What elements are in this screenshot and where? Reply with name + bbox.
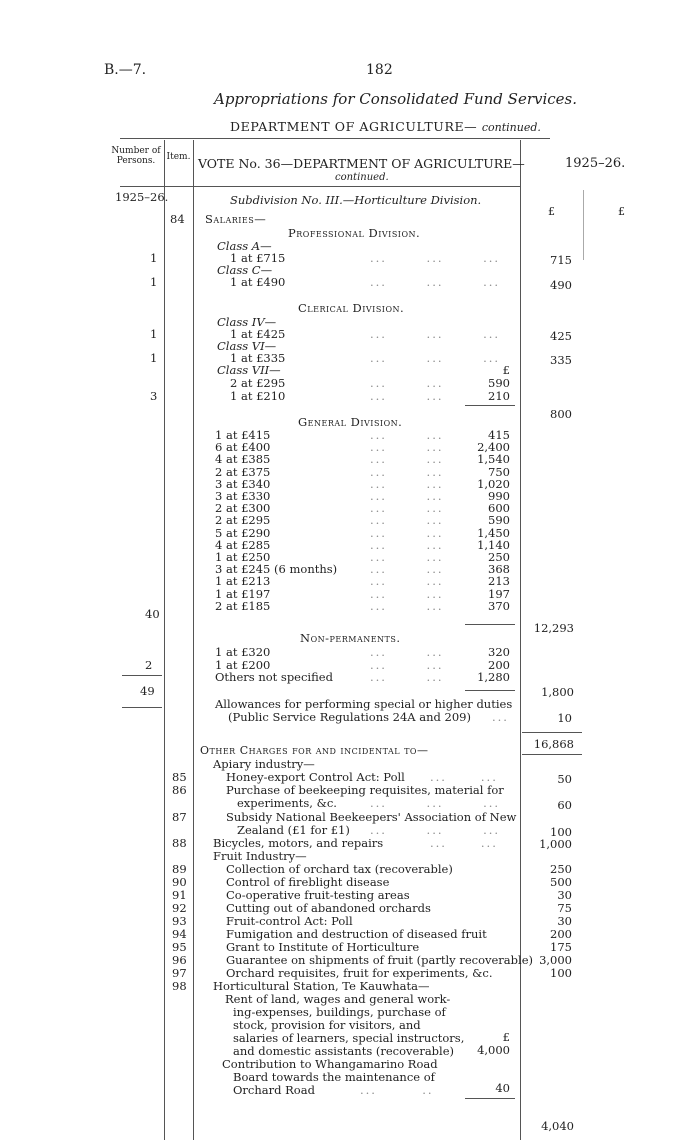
description-line: stock, provision for visitors, and [233,1018,421,1032]
item-number: 91 [172,888,187,902]
salaries-heading: Salaries— [205,212,267,226]
leader-dots: ... ... [370,389,444,403]
leader-dots: ... ... ... [370,351,501,365]
leader-dots: ... ... [370,525,444,540]
salary-line: 2 at £295 [215,513,271,528]
total-rule [522,754,582,755]
salary-line: 1 at £210 [230,389,286,403]
amount-total: 4,040 [541,1119,574,1133]
leader-dots: ... ... [370,501,444,516]
leader-dots: ... ... ... [370,275,501,289]
amount: 100 [550,825,572,839]
leader-dots: ... ... [370,586,444,601]
allowances-line-1: Allowances for performing special or higher duties [215,697,513,711]
item-number: 88 [172,836,187,850]
salary-line: 3 at £340 [215,476,271,491]
amount-total: 1,800 [541,685,574,699]
item-number: 93 [172,914,187,928]
sub-amount: 1,020 [477,476,510,491]
leader-dots: ... ... [370,428,444,442]
sub-amount: 200 [488,657,510,672]
sub-amount: 320 [488,645,510,659]
salary-line: 1 at £320 [215,645,271,659]
sub-amount: 2,400 [477,440,510,455]
salary-line: 4 at £385 [215,452,271,467]
charge-description: Fumigation and destruction of diseased fruit [226,927,487,941]
leader-dots: ... ... [370,550,444,564]
sub-amount: 250 [488,550,510,564]
leader-dots: ... ... [370,376,444,390]
item-number: 95 [172,940,187,954]
class-label: Class VI— [217,339,277,353]
amount: 425 [550,329,572,343]
salary-line: 1 at £490 [230,275,286,289]
salary-line: 5 at £290 [215,525,271,540]
sub-amount: 1,140 [477,537,510,552]
charge-description: Co-operative fruit-testing areas [226,888,410,902]
leader-dots: ... ... ... [370,327,501,341]
station-heading: Horticultural Station, Te Kauwhata— [213,979,430,993]
persons-total: 49 [140,684,155,698]
leader-dots: ... ... [370,513,444,528]
amount: 335 [550,353,572,367]
description-line: Rent of land, wages and general work- [225,992,451,1006]
class-label: Class A— [217,239,272,253]
amount: 3,000 [539,953,572,967]
sub-amount: 750 [488,464,510,479]
leader-dots: ... ... [370,645,444,659]
charge-description: Bicycles, motors, and repairs [213,836,384,850]
other-charges-heading: Other Charges for and incidental to— [200,744,429,757]
salary-line: 1 at £197 [215,586,271,601]
class-label: Class IV— [217,315,277,329]
item-number: 85 [172,770,187,784]
persons-column-header: Number of Persons. [111,146,161,166]
subtotal-rule [465,1098,515,1099]
inner-amount-divider [583,190,584,260]
subdivision-heading: Subdivision No. III.—Horticulture Division. [230,193,482,207]
leader-dots: ... ... [370,598,444,613]
salary-line: 1 at £415 [215,428,271,442]
amount: 200 [550,927,572,941]
description-line: Orchard Road [233,1083,315,1097]
page-number: 182 [366,62,393,78]
sub-amount: 4,000 [477,1043,510,1057]
amount-column-divider [520,140,521,1140]
charge-description: Cutting out of abandoned orchards [226,901,431,915]
vote-heading: VOTE No. 36—DEPARTMENT OF AGRICULTURE— [198,156,525,171]
description-line: salaries of learners, special instructors, [233,1031,465,1045]
pound-symbol-2: £ [618,205,625,218]
charge-description: Honey-export Control Act: Poll [226,770,405,784]
sub-amount: 1,280 [477,670,510,684]
item-number: 89 [172,862,187,876]
persons-count: 3 [150,389,158,403]
sub-amount: 197 [488,586,510,601]
sub-amount: 1,540 [477,452,510,467]
sub-amount: 370 [488,598,510,613]
item-number: 92 [172,901,187,915]
salary-line: 4 at £285 [215,537,271,552]
subtotal-rule [465,405,515,406]
amount: 50 [557,772,572,786]
salary-line: 1 at £200 [215,657,271,672]
page-title: Appropriations for Consolidated Fund Services. [214,90,578,108]
salary-line: 2 at £375 [215,464,271,479]
amount-total: 800 [550,407,572,421]
amount: 30 [557,888,572,902]
item-number: 86 [172,783,187,797]
description-line: Board towards the maintenance of [233,1070,435,1084]
salary-line: Others not specified [215,670,333,684]
amount: 30 [557,914,572,928]
persons-rule [122,675,162,676]
item-number: 97 [172,966,187,980]
charge-description: Orchard requisites, fruit for experiments, &c. [226,966,493,980]
sub-amount: 600 [488,501,510,516]
sub-amount: 213 [488,574,510,589]
amount: 75 [557,901,572,915]
professional-division-heading: Professional Division. [288,226,421,240]
leader-dots: ... ... [370,574,444,589]
charge-description: Purchase of beekeeping requisites, material for [226,783,504,797]
charge-description: Collection of orchard tax (recoverable) [226,862,453,876]
amount: 175 [550,940,572,954]
persons-count: 2 [145,658,153,672]
leader-dots: ... ... ... [370,796,501,810]
charge-description-cont: experiments, &c. [237,796,337,810]
salary-line: 2 at £300 [215,501,271,516]
class-label: Class VII— [217,363,281,377]
salary-line: 1 at £335 [230,351,286,365]
leader-dots: ... ... ... [370,251,501,265]
sub-amount: 590 [488,513,510,528]
year-persons-label: 1925–26. [115,190,169,204]
persons-count: 1 [150,327,158,341]
description-line: Contribution to Whangamarino Road [222,1057,438,1071]
subtotal-rule [465,690,515,691]
sub-amount: 210 [488,389,510,403]
item-number: 94 [172,927,187,941]
persons-count: 1 [150,275,158,289]
description-line: ing-expenses, buildings, purchase of [233,1005,446,1019]
charge-description: Fruit-control Act: Poll [226,914,353,928]
charge-description: Grant to Institute of Horticulture [226,940,420,954]
general-division-heading: General Division. [298,415,403,429]
non-permanents-heading: Non-permanents. [300,631,401,645]
amount: 1,000 [539,837,572,851]
leader-dots: ... ... [370,657,444,672]
department-heading [230,119,541,134]
page-ref: B.—7. [104,62,147,78]
salary-line: 1 at £425 [230,327,286,341]
sub-amount: 415 [488,428,510,442]
charge-description: Control of fireblight disease [226,875,390,889]
leader-dots: ... ... [430,836,498,850]
item-column-header: Item. [166,152,191,162]
allowances-line-2: (Public Service Regulations 24A and 209) [228,710,471,724]
sub-amount: 1,450 [477,525,510,540]
persons-count: 40 [145,607,160,621]
leader-dots: ... [492,710,509,724]
persons-column-divider [164,140,165,1140]
persons-rule [122,707,162,708]
salary-line: 2 at £185 [215,598,271,613]
header-bottom-rule [120,186,520,187]
pound-symbol-1: £ [548,205,555,218]
class-label: Class C— [217,263,273,277]
sub-amount: 990 [488,489,510,503]
pound-symbol: £ [502,1030,510,1044]
leader-dots: ... ... [370,670,444,684]
leader-dots: ... ... [370,537,444,552]
total-rule [522,732,582,733]
leader-dots: ... ... [370,440,444,455]
salary-line: 6 at £400 [215,440,271,455]
department-name: DEPARTMENT OF AGRICULTURE— [230,119,478,134]
charge-description: Subsidy National Beekeepers' Association of New [226,810,517,824]
leader-dots: ... ... [370,476,444,491]
amount: 100 [550,966,572,980]
salary-line: 1 at £715 [230,251,286,265]
charge-description-cont: Zealand (£1 for £1) [237,823,350,837]
salary-line: 2 at £295 [230,376,286,390]
department-continued: continued. [481,121,541,134]
year-column-header: 1925–26. [565,156,626,171]
salary-line: 1 at £250 [215,550,271,564]
amount: 500 [550,875,572,889]
subtotal-rule [465,624,515,625]
fruit-industry-heading: Fruit Industry— [213,849,307,863]
persons-count: 1 [150,351,158,365]
table-top-rule [120,138,550,139]
amount: 10 [557,711,572,725]
salary-line: 1 at £213 [215,574,271,589]
amount: 60 [557,798,572,812]
leader-dots: ... ... [370,489,444,503]
item-number: 90 [172,875,187,889]
leader-dots: ... ... ... [370,823,501,837]
description-line: and domestic assistants (recoverable) [233,1044,455,1058]
subdivision-salaries-total: 16,868 [533,737,574,751]
item-number: 98 [172,979,187,993]
vote-continued: continued. [335,172,389,183]
item-number: 84 [170,212,185,226]
amount-total: 12,293 [533,621,574,635]
pound-symbol: £ [502,363,510,377]
leader-dots: ... ... [370,562,444,577]
item-column-divider [193,140,194,1140]
salary-line: 3 at £245 (6 months) [215,562,338,577]
leader-dots: ... ... [430,770,498,784]
item-number: 87 [172,810,187,824]
leader-dots: ... ... [370,452,444,467]
amount: 490 [550,278,572,292]
leader-dots: ... .. [360,1083,434,1097]
amount: 250 [550,862,572,876]
leader-dots: ... ... [370,464,444,479]
sub-amount: 590 [488,376,510,390]
salary-line: 3 at £330 [215,489,271,503]
apiary-heading: Apiary industry— [213,757,315,771]
charge-description: Guarantee on shipments of fruit (partly recoverable) [226,953,533,967]
persons-count: 1 [150,251,158,265]
sub-amount: 40 [495,1081,510,1095]
item-number: 96 [172,953,187,967]
clerical-division-heading: Clerical Division. [298,301,405,315]
sub-amount: 368 [488,562,510,577]
amount: 715 [550,253,572,267]
